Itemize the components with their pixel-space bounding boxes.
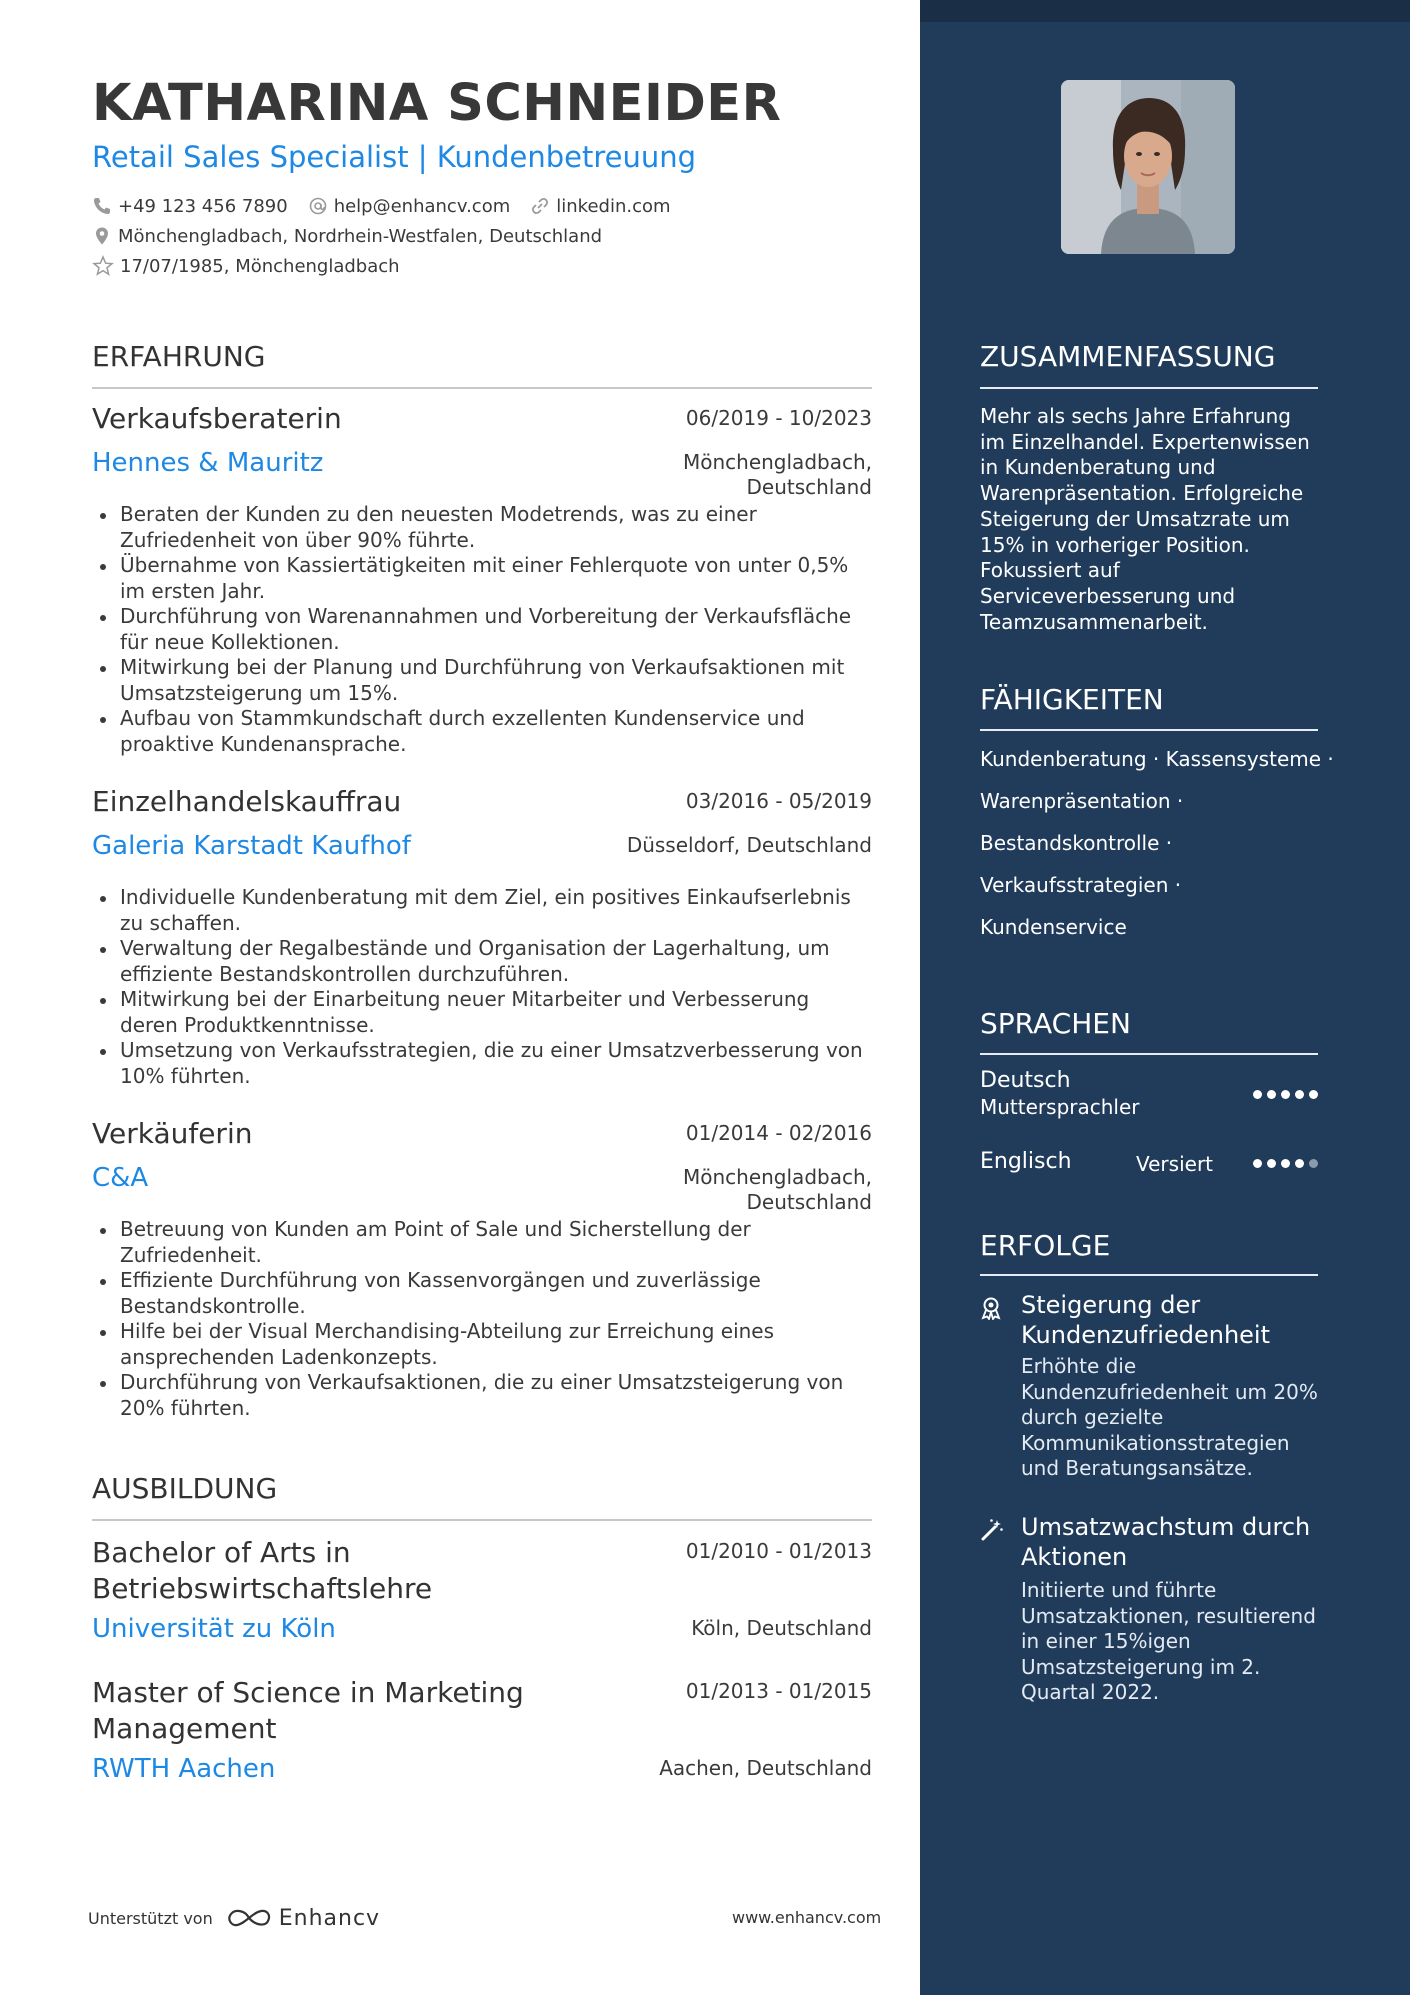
job-date: 03/2016 - 05/2019 [685, 789, 872, 813]
magic-wand-icon [980, 1518, 1004, 1542]
language-name: Deutsch [980, 1068, 1071, 1093]
education-entry [92, 1535, 872, 1670]
experience-divider [92, 387, 872, 389]
skills-divider [980, 729, 1318, 731]
bullet-item: Verwaltung der Regalbestände und Organisation der Lagerhaltung, um effiziente Bestandskontrollen durchzuführen. [120, 936, 872, 987]
language-rating [1248, 1159, 1318, 1168]
education-location: Köln, Deutschland [691, 1616, 872, 1640]
achievement-text: Erhöhte die Kundenzufriedenheit um 20% durch gezielte Kommunikationsstrategien und Beratungsansätze. [1021, 1354, 1318, 1480]
bullet-item: Individuelle Kundenberatung mit dem Ziel, ein positives Einkaufserlebnis zu schaffen. [120, 885, 872, 936]
contact-row-2 [92, 223, 622, 249]
achievement-text: Initiierte und führte Umsatzaktionen, resultierend in einer 15%igen Umsatzsteigerung im 2. Quartal 2022. [1021, 1578, 1316, 1704]
job-bullets [92, 1217, 872, 1421]
portrait-image [1061, 80, 1235, 254]
footer-branding [88, 1905, 380, 1931]
degree-title: Bachelor of Arts in Betriebswirtschaftslehre [92, 1536, 433, 1605]
phone-icon [92, 196, 112, 216]
birth-text: 17/07/1985, Mönchengladbach [120, 255, 400, 277]
achievements-section-title: ERFOLGE [980, 1229, 1111, 1262]
degree-title: Master of Science in Marketing Management [92, 1676, 524, 1745]
bullet-item: Durchführung von Verkaufsaktionen, die zu einer Umsatzsteigerung von 20% führten. [120, 1370, 872, 1421]
rating-dot [1267, 1159, 1276, 1168]
job-location: Düsseldorf, Deutschland [626, 833, 872, 857]
profile-photo [1061, 80, 1235, 254]
rating-dot [1281, 1159, 1290, 1168]
contact-row-1 [92, 193, 691, 219]
achievement-title: Umsatzwachstum durch Aktionen [1021, 1513, 1311, 1571]
headline: Retail Sales Specialist | Kundenbetreuung [92, 140, 697, 174]
company-name[interactable]: C&A [92, 1163, 149, 1193]
bullet-item: Betreuung von Kunden am Point of Sale und Sicherstellung der Zufriedenheit. [120, 1217, 872, 1268]
sidebar-top-bar [920, 0, 1410, 22]
language-entry [980, 1149, 1318, 1181]
enhancv-brand[interactable]: Enhancv [278, 1905, 381, 1931]
skills-section-title: FÄHIGKEITEN [980, 683, 1164, 716]
job-bullets [92, 885, 872, 1089]
languages-divider [980, 1053, 1318, 1055]
at-icon [308, 196, 328, 216]
candidate-name: KATHARINA SCHNEIDER [92, 74, 782, 133]
education-entry [92, 1675, 872, 1815]
job-entry [92, 1117, 872, 1421]
phone-number: +49 123 456 7890 [118, 195, 288, 217]
phone-item [92, 196, 288, 217]
enhancv-logo-icon [225, 1905, 273, 1931]
rating-dot [1253, 1159, 1262, 1168]
language-entry [980, 1068, 1318, 1128]
job-location: Mönchengladbach, Deutschland [682, 450, 872, 499]
experience-section-title: ERFAHRUNG [92, 340, 266, 373]
bullet-item: Aufbau von Stammkundschaft durch exzellenten Kundenservice und proaktive Kundenansprache. [120, 706, 872, 757]
achievement-entry [980, 1512, 1325, 1712]
contact-row-3 [92, 253, 420, 279]
rating-dot [1267, 1090, 1276, 1099]
skills-list [980, 744, 1334, 954]
footer-url[interactable]: www.enhancv.com [732, 1908, 882, 1927]
map-pin-icon [92, 226, 112, 246]
bullet-item: Durchführung von Warenannahmen und Vorbereitung der Verkaufsfläche für neue Kollektionen. [120, 604, 872, 655]
rating-dot [1295, 1090, 1304, 1099]
skill-row: Kundenberatung · Kassensysteme · [980, 747, 1334, 771]
education-divider [92, 1519, 872, 1521]
education-location: Aachen, Deutschland [659, 1756, 872, 1780]
powered-by-label: Unterstützt von [88, 1908, 213, 1928]
summary-text: Mehr als sechs Jahre Erfahrung im Einzelhandel. Expertenwissen in Kundenberatung und Warenpräsentation. Erfolgreiche Steigerung der Umsatzrate um 15% in vorheriger Position. Fokussiert auf Serviceverbesserung und Teamzusammenarbeit. [980, 404, 1310, 634]
skill-row: Warenpräsentation · [980, 789, 1184, 813]
job-title: Verkäuferin [92, 1117, 253, 1150]
skill-row: Kundenservice [980, 915, 1127, 939]
school-name[interactable]: RWTH Aachen [92, 1754, 276, 1784]
job-date: 06/2019 - 10/2023 [685, 406, 872, 430]
summary-divider [980, 387, 1318, 389]
language-name: Englisch [980, 1149, 1072, 1174]
bullet-item: Beraten der Kunden zu den neuesten Modetrends, was zu einer Zufriedenheit von über 90% führte. [120, 502, 872, 553]
job-location: Mönchengladbach, Deutschland [682, 1165, 872, 1214]
job-title: Einzelhandelskauffrau [92, 785, 402, 818]
company-name[interactable]: Hennes & Mauritz [92, 448, 324, 478]
location-text: Mönchengladbach, Nordrhein-Westfalen, Deutschland [118, 225, 603, 247]
bullet-item: Übernahme von Kassiertätigkeiten mit einer Fehlerquote von unter 0,5% im ersten Jahr. [120, 553, 872, 604]
email-item[interactable] [308, 196, 511, 217]
school-name[interactable]: Universität zu Köln [92, 1614, 336, 1644]
job-title: Verkaufsberaterin [92, 402, 342, 435]
education-date: 01/2010 - 01/2013 [685, 1539, 872, 1563]
language-rating [1248, 1090, 1318, 1099]
achievement-entry [980, 1290, 1325, 1490]
job-entry [92, 785, 872, 1089]
rating-dot [1253, 1090, 1262, 1099]
birth-item [92, 255, 400, 277]
linkedin-link[interactable]: linkedin.com [556, 195, 671, 217]
bullet-item: Hilfe bei der Visual Merchandising-Abteilung zur Erreichung eines ansprechenden Ladenkonzepts. [120, 1319, 872, 1370]
rating-dot [1281, 1090, 1290, 1099]
languages-section-title: SPRACHEN [980, 1007, 1131, 1040]
job-bullets [92, 502, 872, 757]
company-name[interactable]: Galeria Karstadt Kaufhof [92, 831, 411, 861]
rating-dot [1295, 1159, 1304, 1168]
summary-section-title: ZUSAMMENFASSUNG [980, 340, 1276, 373]
bullet-item: Mitwirkung bei der Einarbeitung neuer Mitarbeiter und Verbesserung deren Produktkenntnisse. [120, 987, 872, 1038]
achievements-divider [980, 1274, 1318, 1276]
location-item [92, 226, 602, 247]
job-date: 01/2014 - 02/2016 [685, 1121, 872, 1145]
bullet-item: Mitwirkung bei der Planung und Durchführung von Verkaufsaktionen mit Umsatzsteigerung um 15%. [120, 655, 872, 706]
link-icon [530, 196, 550, 216]
bullet-item: Umsetzung von Verkaufsstrategien, die zu einer Umsatzverbesserung von 10% führten. [120, 1038, 872, 1089]
bullet-item: Effiziente Durchführung von Kassenvorgängen und zuverlässige Bestandskontrolle. [120, 1268, 872, 1319]
award-icon [980, 1296, 1002, 1320]
star-icon [92, 255, 114, 277]
rating-dot [1309, 1090, 1318, 1099]
education-section-title: AUSBILDUNG [92, 1472, 278, 1505]
email-link[interactable]: help@enhancv.com [333, 195, 511, 217]
linkedin-item[interactable] [530, 196, 670, 217]
language-level: Versiert [1136, 1152, 1214, 1176]
rating-dot [1309, 1159, 1318, 1168]
skill-row: Bestandskontrolle · [980, 831, 1173, 855]
achievement-title: Steigerung der Kundenzufriedenheit [1021, 1291, 1270, 1349]
skill-row: Verkaufsstrategien · [980, 873, 1182, 897]
education-date: 01/2013 - 01/2015 [685, 1679, 872, 1703]
job-entry [92, 402, 872, 757]
language-level: Muttersprachler [980, 1095, 1140, 1119]
